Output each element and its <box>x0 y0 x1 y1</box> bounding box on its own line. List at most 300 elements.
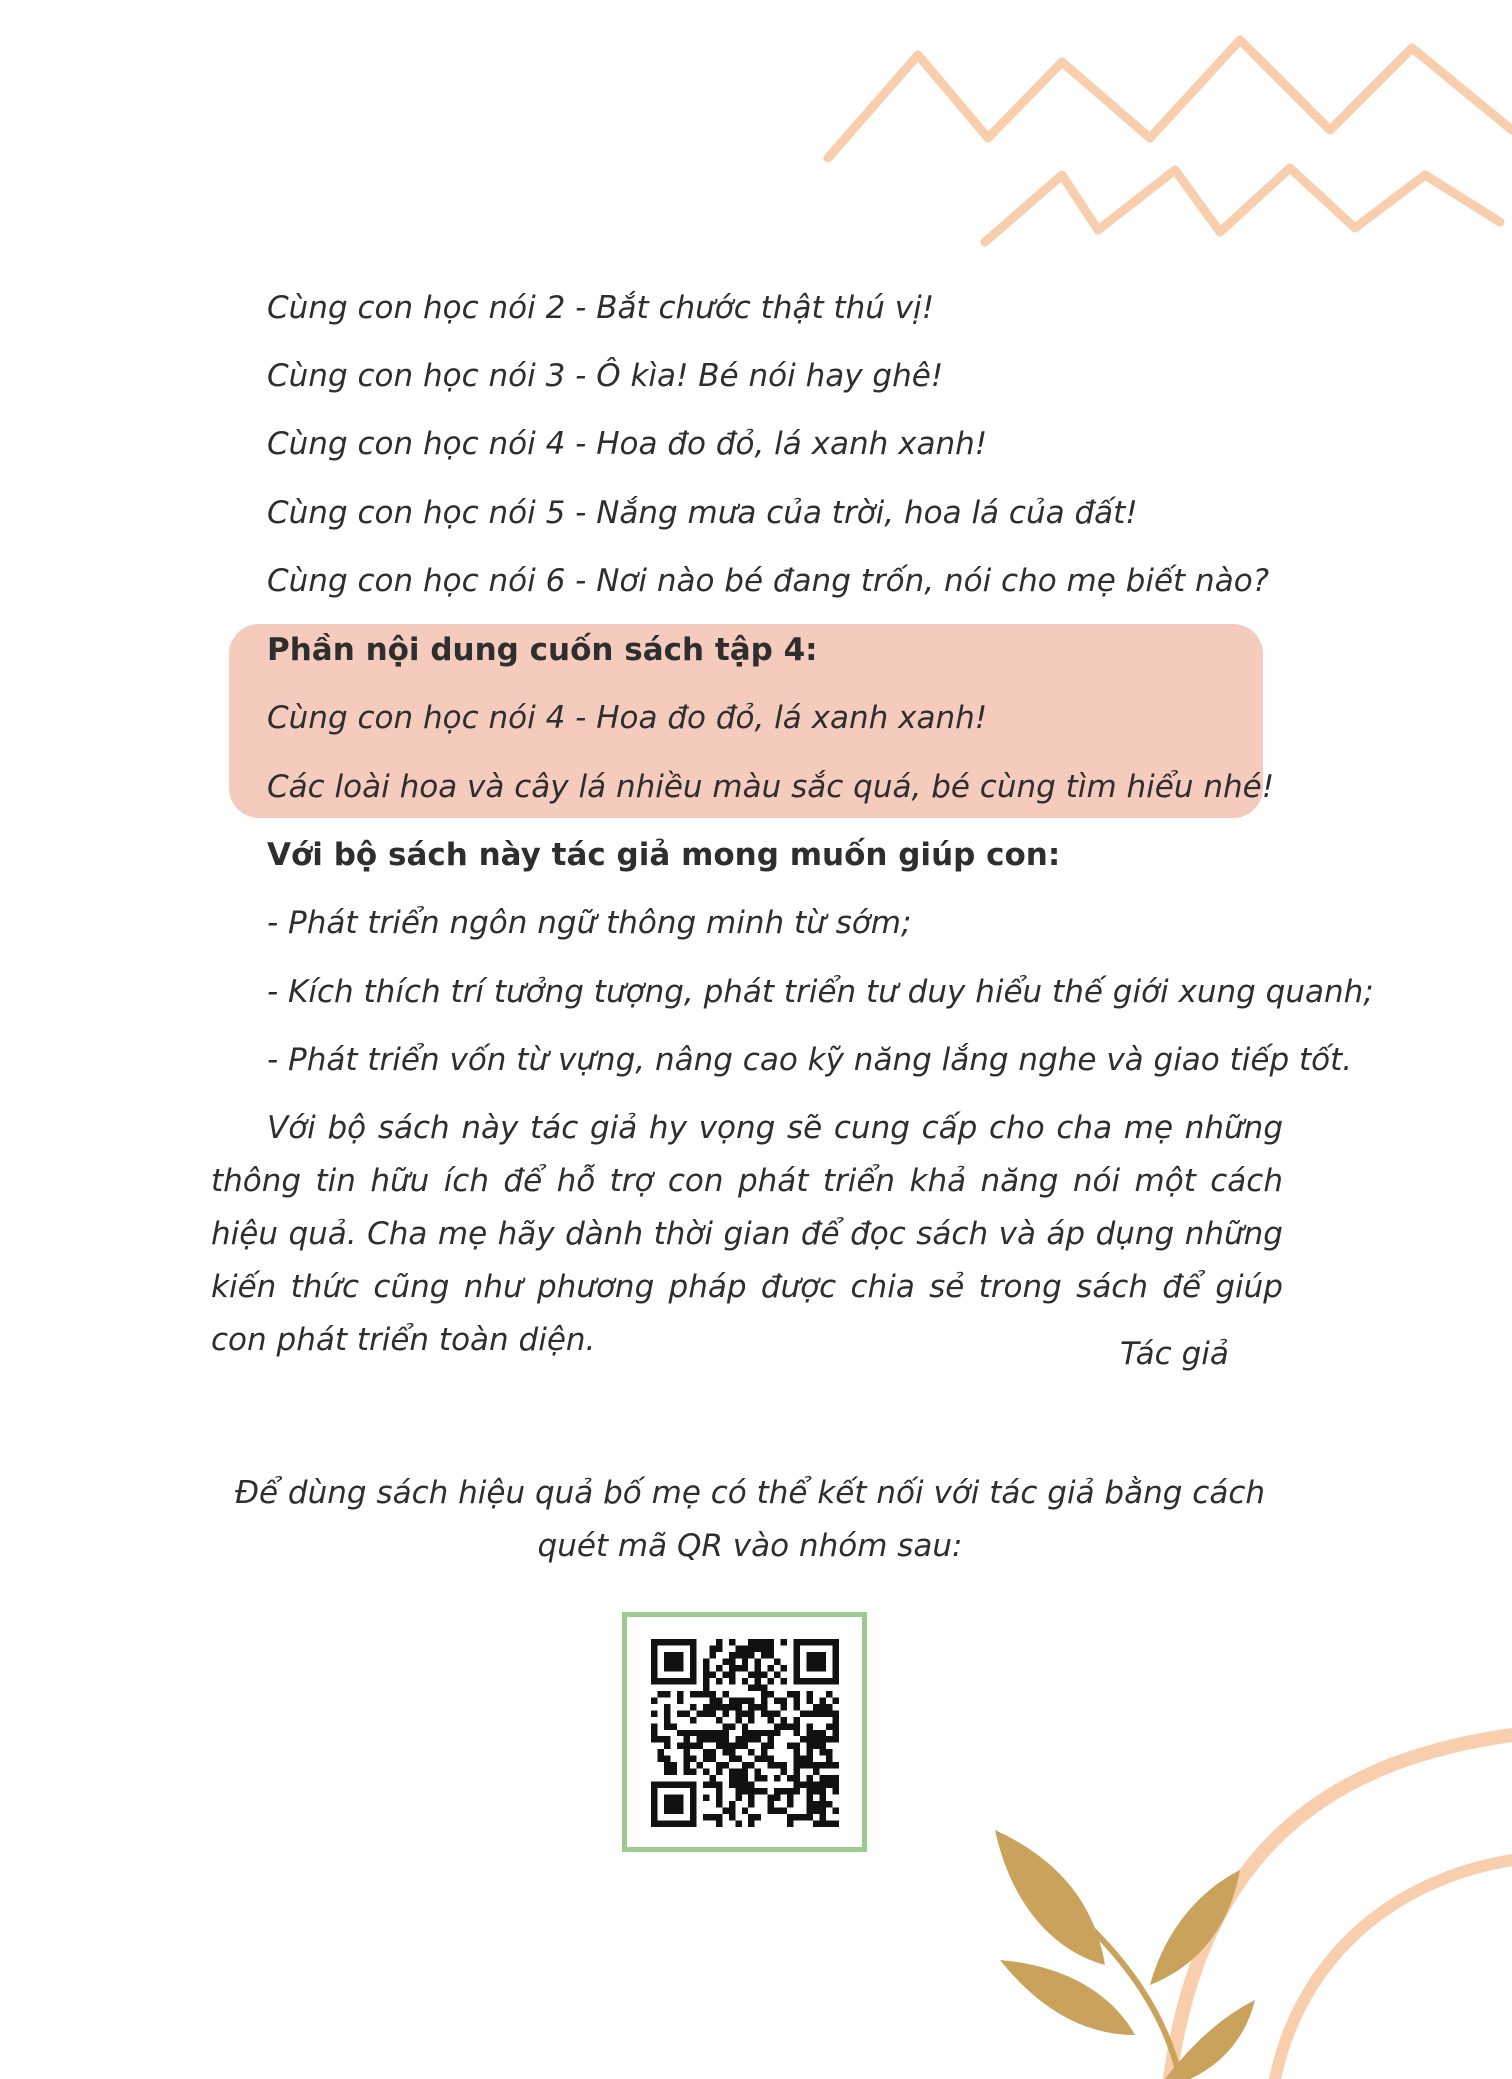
qr-module <box>833 1808 839 1814</box>
qr-module <box>768 1801 774 1807</box>
qr-module <box>781 1704 787 1710</box>
qr-module <box>677 1652 683 1658</box>
qr-module <box>703 1795 709 1801</box>
qr-module <box>820 1762 826 1768</box>
qr-module <box>768 1730 774 1736</box>
qr-module <box>664 1704 670 1710</box>
qr-module <box>755 1678 761 1684</box>
qr-module <box>813 1801 819 1807</box>
qr-module <box>651 1723 657 1729</box>
qr-module <box>670 1821 676 1827</box>
qr-module <box>690 1795 696 1801</box>
qr-module <box>677 1665 683 1671</box>
qr-module <box>748 1684 754 1690</box>
qr-module <box>761 1775 767 1781</box>
qr-module <box>774 1710 780 1716</box>
qr-module <box>742 1762 748 1768</box>
qr-module <box>794 1671 800 1677</box>
qr-module <box>826 1762 832 1768</box>
qr-module <box>670 1658 676 1664</box>
qr-module <box>683 1678 689 1684</box>
qr-module <box>683 1769 689 1775</box>
qr-module <box>722 1671 728 1677</box>
qr-module <box>755 1639 761 1645</box>
qr-module <box>742 1723 748 1729</box>
qr-module <box>742 1710 748 1716</box>
qr-module <box>787 1743 793 1749</box>
qr-module <box>729 1775 735 1781</box>
qr-module <box>807 1808 813 1814</box>
qr-module <box>833 1775 839 1781</box>
qr-module <box>677 1821 683 1827</box>
qr-module <box>742 1730 748 1736</box>
qr-module <box>813 1762 819 1768</box>
qr-module <box>774 1788 780 1794</box>
qr-module <box>670 1639 676 1645</box>
qr-module <box>820 1775 826 1781</box>
qr-module <box>709 1775 715 1781</box>
qr-module <box>683 1743 689 1749</box>
qr-module <box>761 1710 767 1716</box>
qr-module <box>657 1691 663 1697</box>
qr-module <box>670 1769 676 1775</box>
qr-module <box>781 1717 787 1723</box>
qr-module <box>670 1801 676 1807</box>
qr-module <box>774 1795 780 1801</box>
series-line-5: Cùng con học nói 5 - Nắng mưa của trời, hoa lá của đất! <box>267 495 1138 531</box>
qr-module <box>768 1710 774 1716</box>
qr-module <box>748 1762 754 1768</box>
qr-module <box>761 1704 767 1710</box>
qr-module <box>833 1678 839 1684</box>
qr-module <box>735 1788 741 1794</box>
qr-module <box>755 1730 761 1736</box>
qr-module <box>651 1710 657 1716</box>
qr-module <box>735 1697 741 1703</box>
goals-heading: Với bộ sách này tác giả mong muốn giúp con: <box>267 837 1061 873</box>
qr-module <box>651 1821 657 1827</box>
qr-module <box>787 1795 793 1801</box>
qr-module <box>761 1652 767 1658</box>
qr-module <box>664 1743 670 1749</box>
qr-module <box>794 1775 800 1781</box>
qr-module <box>774 1671 780 1677</box>
qr-module <box>664 1710 670 1716</box>
qr-module <box>813 1639 819 1645</box>
qr-module <box>748 1717 754 1723</box>
qr-module <box>826 1775 832 1781</box>
qr-invitation-line-1: Để dùng sách hiệu quả bố mẹ có thể kết nối với tác giả bằng cách <box>234 1475 1266 1511</box>
qr-module <box>657 1821 663 1827</box>
qr-module <box>794 1704 800 1710</box>
qr-module <box>657 1678 663 1684</box>
qr-module <box>735 1665 741 1671</box>
qr-module <box>683 1762 689 1768</box>
qr-module <box>800 1762 806 1768</box>
qr-module <box>664 1769 670 1775</box>
qr-module <box>781 1769 787 1775</box>
qr-module <box>722 1704 728 1710</box>
qr-module <box>794 1788 800 1794</box>
qr-module <box>729 1769 735 1775</box>
qr-module <box>781 1788 787 1794</box>
qr-code-frame[interactable] <box>622 1612 867 1852</box>
goal-item-1: - Phát triển ngôn ngữ thông minh từ sớm; <box>267 905 912 941</box>
qr-module <box>787 1723 793 1729</box>
qr-module <box>651 1645 657 1651</box>
qr-module <box>690 1671 696 1677</box>
qr-module <box>716 1665 722 1671</box>
qr-module <box>768 1645 774 1651</box>
qr-module <box>729 1808 735 1814</box>
qr-module <box>742 1788 748 1794</box>
qr-module <box>794 1678 800 1684</box>
qr-module <box>683 1730 689 1736</box>
qr-module <box>787 1814 793 1820</box>
qr-module <box>722 1808 728 1814</box>
qr-module <box>716 1730 722 1736</box>
qr-module <box>735 1782 741 1788</box>
qr-module <box>664 1658 670 1664</box>
qr-module <box>794 1749 800 1755</box>
qr-module <box>696 1762 702 1768</box>
qr-module <box>826 1691 832 1697</box>
qr-module <box>690 1691 696 1697</box>
qr-module <box>742 1678 748 1684</box>
qr-module <box>742 1645 748 1651</box>
qr-module <box>664 1801 670 1807</box>
qr-module <box>690 1645 696 1651</box>
qr-module <box>807 1639 813 1645</box>
qr-module <box>807 1697 813 1703</box>
qr-module <box>800 1782 806 1788</box>
qr-module <box>729 1749 735 1755</box>
qr-module <box>742 1775 748 1781</box>
qr-module <box>813 1665 819 1671</box>
qr-module <box>748 1782 754 1788</box>
qr-module <box>748 1710 754 1716</box>
qr-module <box>813 1730 819 1736</box>
qr-module <box>683 1749 689 1755</box>
qr-module <box>703 1730 709 1736</box>
qr-module <box>761 1645 767 1651</box>
qr-module <box>651 1782 657 1788</box>
qr-module <box>677 1743 683 1749</box>
qr-module <box>677 1658 683 1664</box>
qr-module <box>768 1665 774 1671</box>
qr-module <box>716 1782 722 1788</box>
qr-module <box>833 1821 839 1827</box>
qr-code[interactable] <box>651 1639 839 1827</box>
qr-module <box>690 1788 696 1794</box>
qr-module <box>716 1697 722 1703</box>
qr-module <box>813 1678 819 1684</box>
qr-module <box>761 1639 767 1645</box>
qr-module <box>833 1639 839 1645</box>
series-line-6: Cùng con học nói 6 - Nơi nào bé đang trốn, nói cho mẹ biết nào? <box>267 563 1270 599</box>
qr-module <box>800 1736 806 1742</box>
qr-module <box>826 1749 832 1755</box>
qr-module <box>755 1658 761 1664</box>
qr-module <box>722 1710 728 1716</box>
qr-module <box>768 1717 774 1723</box>
qr-module <box>781 1639 787 1645</box>
qr-module <box>735 1710 741 1716</box>
qr-module <box>826 1782 832 1788</box>
qr-module <box>729 1697 735 1703</box>
qr-module <box>683 1782 689 1788</box>
qr-module <box>813 1808 819 1814</box>
qr-module <box>651 1639 657 1645</box>
qr-module <box>735 1769 741 1775</box>
qr-module <box>820 1665 826 1671</box>
qr-module <box>690 1665 696 1671</box>
qr-module <box>755 1665 761 1671</box>
qr-module <box>670 1723 676 1729</box>
qr-module <box>794 1782 800 1788</box>
qr-module <box>794 1665 800 1671</box>
leaf-branch-decoration <box>995 1830 1255 2079</box>
qr-module <box>716 1795 722 1801</box>
qr-module <box>781 1723 787 1729</box>
qr-module <box>729 1743 735 1749</box>
qr-module <box>807 1678 813 1684</box>
qr-module <box>703 1710 709 1716</box>
qr-module <box>781 1808 787 1814</box>
qr-module <box>794 1730 800 1736</box>
qr-module <box>670 1678 676 1684</box>
qr-module <box>677 1782 683 1788</box>
qr-module <box>833 1782 839 1788</box>
qr-module <box>703 1749 709 1755</box>
qr-module <box>787 1821 793 1827</box>
qr-module <box>794 1814 800 1820</box>
qr-module <box>670 1665 676 1671</box>
qr-module <box>813 1769 819 1775</box>
qr-module <box>820 1710 826 1716</box>
qr-module <box>729 1652 735 1658</box>
qr-module <box>709 1704 715 1710</box>
zigzag-decoration <box>828 40 1512 242</box>
qr-module <box>748 1704 754 1710</box>
qr-module <box>748 1671 754 1677</box>
qr-module <box>761 1788 767 1794</box>
qr-module <box>722 1736 728 1742</box>
qr-module <box>813 1788 819 1794</box>
qr-module <box>709 1749 715 1755</box>
qr-module <box>716 1678 722 1684</box>
qr-module <box>716 1821 722 1827</box>
qr-module <box>696 1730 702 1736</box>
qr-module <box>709 1710 715 1716</box>
qr-module <box>820 1749 826 1755</box>
qr-module <box>742 1743 748 1749</box>
qr-module <box>826 1704 832 1710</box>
qr-module <box>781 1665 787 1671</box>
qr-module <box>761 1730 767 1736</box>
goal-item-3: - Phát triển vốn từ vựng, nâng cao kỹ năng lắng nghe và giao tiếp tốt. <box>267 1042 1353 1078</box>
qr-module <box>677 1801 683 1807</box>
qr-module <box>774 1697 780 1703</box>
qr-module <box>768 1756 774 1762</box>
qr-module <box>768 1808 774 1814</box>
qr-module <box>690 1743 696 1749</box>
qr-module <box>813 1658 819 1664</box>
qr-module <box>826 1639 832 1645</box>
qr-module <box>748 1697 754 1703</box>
qr-module <box>735 1795 741 1801</box>
qr-module <box>820 1658 826 1664</box>
qr-module <box>826 1678 832 1684</box>
qr-module <box>807 1652 813 1658</box>
qr-module <box>709 1645 715 1651</box>
qr-module <box>774 1762 780 1768</box>
qr-module <box>709 1697 715 1703</box>
qr-module <box>716 1736 722 1742</box>
qr-module <box>664 1782 670 1788</box>
qr-module <box>800 1710 806 1716</box>
qr-module <box>748 1652 754 1658</box>
qr-module <box>755 1756 761 1762</box>
qr-module <box>787 1775 793 1781</box>
qr-module <box>813 1736 819 1742</box>
qr-module <box>722 1691 728 1697</box>
qr-module <box>813 1782 819 1788</box>
qr-module <box>833 1736 839 1742</box>
qr-module <box>703 1684 709 1690</box>
qr-module <box>690 1814 696 1820</box>
qr-module <box>690 1756 696 1762</box>
qr-module <box>826 1723 832 1729</box>
qr-module <box>794 1691 800 1697</box>
qr-module <box>722 1723 728 1729</box>
qr-module <box>696 1743 702 1749</box>
qr-module <box>651 1671 657 1677</box>
qr-module <box>807 1788 813 1794</box>
qr-module <box>768 1762 774 1768</box>
qr-module <box>670 1808 676 1814</box>
qr-module <box>729 1658 735 1664</box>
qr-module <box>735 1736 741 1742</box>
qr-module <box>703 1756 709 1762</box>
qr-module <box>735 1743 741 1749</box>
qr-module <box>703 1691 709 1697</box>
qr-module <box>800 1756 806 1762</box>
qr-module <box>807 1736 813 1742</box>
qr-module <box>716 1762 722 1768</box>
qr-module <box>709 1691 715 1697</box>
qr-module <box>820 1808 826 1814</box>
qr-module <box>696 1736 702 1742</box>
qr-module <box>709 1756 715 1762</box>
qr-module <box>807 1710 813 1716</box>
qr-module <box>755 1684 761 1690</box>
qr-module <box>735 1756 741 1762</box>
qr-module <box>774 1658 780 1664</box>
qr-module <box>742 1808 748 1814</box>
qr-module <box>709 1814 715 1820</box>
qr-module <box>696 1710 702 1716</box>
qr-module <box>709 1671 715 1677</box>
qr-module <box>729 1723 735 1729</box>
qr-module <box>742 1782 748 1788</box>
qr-module <box>716 1788 722 1794</box>
qr-module <box>651 1658 657 1664</box>
qr-module <box>833 1723 839 1729</box>
qr-module <box>742 1769 748 1775</box>
qr-module <box>742 1652 748 1658</box>
qr-module <box>709 1782 715 1788</box>
author-signature: Tác giả <box>1120 1336 1229 1372</box>
qr-module <box>690 1678 696 1684</box>
qr-module <box>722 1749 728 1755</box>
qr-module <box>761 1691 767 1697</box>
qr-module <box>807 1749 813 1755</box>
qr-module <box>826 1756 832 1762</box>
qr-module <box>716 1743 722 1749</box>
qr-module <box>833 1697 839 1703</box>
qr-module <box>820 1814 826 1820</box>
qr-module <box>690 1782 696 1788</box>
qr-module <box>807 1782 813 1788</box>
qr-module <box>748 1788 754 1794</box>
qr-module <box>677 1697 683 1703</box>
qr-module <box>683 1639 689 1645</box>
qr-module <box>794 1756 800 1762</box>
qr-module <box>794 1717 800 1723</box>
qr-module <box>690 1658 696 1664</box>
qr-module <box>748 1814 754 1820</box>
closing-paragraph: Với bộ sách này tác giả hy vọng sẽ cung cấp cho cha mẹ những thông tin hữu ích để hỗ trợ con phát triển khả năng nói một cách hiệu quả. Cha mẹ hãy dành thời gian để đọc sách và áp dụng những kiến thức cũng như phương pháp được chia sẻ trong sách để giúp con phát triển toàn diện. <box>211 1110 1283 1358</box>
qr-module <box>813 1704 819 1710</box>
qr-module <box>774 1808 780 1814</box>
qr-module <box>787 1691 793 1697</box>
series-line-2: Cùng con học nói 2 - Bắt chước thật thú vị! <box>267 290 935 326</box>
qr-module <box>781 1762 787 1768</box>
qr-module <box>742 1736 748 1742</box>
qr-module <box>683 1736 689 1742</box>
qr-module <box>683 1821 689 1827</box>
qr-module <box>755 1736 761 1742</box>
qr-module <box>748 1736 754 1742</box>
qr-module <box>820 1697 826 1703</box>
series-line-4: Cùng con học nói 4 - Hoa đo đỏ, lá xanh xanh! <box>267 426 988 462</box>
qr-module <box>703 1814 709 1820</box>
qr-module <box>787 1788 793 1794</box>
qr-module <box>742 1658 748 1664</box>
qr-module <box>735 1775 741 1781</box>
qr-module <box>820 1782 826 1788</box>
qr-module <box>664 1678 670 1684</box>
qr-module <box>813 1710 819 1716</box>
qr-module <box>820 1678 826 1684</box>
qr-module <box>735 1645 741 1651</box>
qr-module <box>709 1730 715 1736</box>
qr-module <box>690 1639 696 1645</box>
qr-module <box>813 1821 819 1827</box>
qr-module <box>820 1743 826 1749</box>
qr-module <box>735 1704 741 1710</box>
qr-module <box>664 1795 670 1801</box>
qr-module <box>755 1645 761 1651</box>
qr-module <box>716 1801 722 1807</box>
qr-module <box>651 1801 657 1807</box>
qr-module <box>729 1782 735 1788</box>
qr-module <box>722 1743 728 1749</box>
qr-module <box>742 1697 748 1703</box>
qr-module <box>833 1671 839 1677</box>
qr-module <box>813 1652 819 1658</box>
